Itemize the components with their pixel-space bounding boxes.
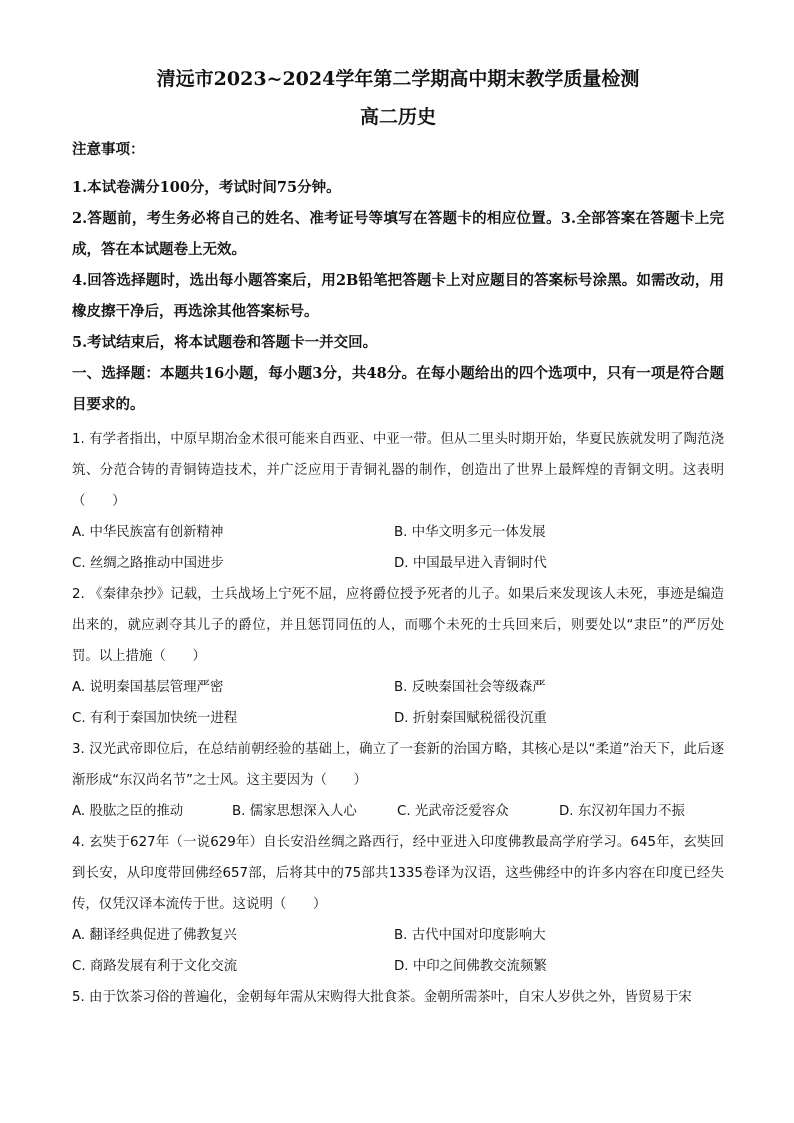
question-options <box>72 920 724 982</box>
question-1 <box>72 424 724 579</box>
question-3 <box>72 734 724 827</box>
exam-title: 清远市2023~2024学年第二学期高中期末教学质量检测 <box>156 68 640 90</box>
option-a: A. 翻译经典促进了佛教复兴 <box>72 928 237 943</box>
option-d: D. 东汉初年国力不振 <box>559 804 685 819</box>
option-c: C. 丝绸之路推动中国进步 <box>72 556 224 571</box>
section-heading: 一、选择题：本题共16小题，每小题3分，共48分。在每小题给出的四个选项中，只有一项是符合题目要求的。 <box>72 365 724 413</box>
notes-heading: 注意事项： <box>72 141 145 158</box>
option-b: B. 反映秦国社会等级森严 <box>394 680 546 695</box>
question-stem: 5. 由于饮茶习俗的普遍化，金朝每年需从宋购得大批食茶。金朝所需茶叶，自宋人岁供之外，皆贸易于宋 <box>72 990 692 1005</box>
question-stem: 3. 汉光武帝即位后，在总结前朝经验的基础上，确立了一套新的治国方略，其核心是以“柔道”治天下，此后逐渐形成“东汉尚名节”之士风。这主要因为（ ） <box>72 742 724 788</box>
note-item: 4.回答选择题时，选出每小题答案后，用2B铅笔把答题卡上对应题目的答案标号涂黑。如需改动，用橡皮擦干净后，再选涂其他答案标号。 <box>72 272 724 320</box>
question-4 <box>72 827 724 982</box>
option-d: D. 中印之间佛教交流频繁 <box>394 959 547 974</box>
option-c: C. 商路发展有利于文化交流 <box>72 959 238 974</box>
question-options <box>72 672 724 734</box>
option-b: B. 中华文明多元一体发展 <box>394 525 546 540</box>
exam-page <box>72 66 724 1013</box>
option-c: C. 光武帝泛爱容众 <box>397 804 509 819</box>
option-b: B. 儒家思想深入人心 <box>232 804 357 819</box>
notes-block <box>72 140 724 358</box>
option-a: A. 股肱之臣的推动 <box>72 804 184 819</box>
question-stem: 2. 《秦律杂抄》记载，士兵战场上宁死不屈，应将爵位授予死者的儿子。如果后来发现该人未死，事迹是编造出来的，就应剥夺其儿子的爵位，并且惩罚同伍的人，而哪个未死的士兵回来后，则要处以“隶臣”的严厉处罚。以上措施（ ） <box>72 587 724 664</box>
exam-subtitle: 高二历史 <box>359 106 436 128</box>
note-item: 2.答题前，考生务必将自己的姓名、准考证号等填写在答题卡的相应位置。3.全部答案在答题卡上完成，答在本试题卷上无效。 <box>72 210 724 258</box>
option-b: B. 古代中国对印度影响大 <box>394 928 546 943</box>
note-item: 1.本试卷满分100分，考试时间75分钟。 <box>72 179 341 196</box>
option-d: D. 中国最早进入青铜时代 <box>394 556 547 571</box>
question-options <box>72 517 724 579</box>
option-c: C. 有利于秦国加快统一进程 <box>72 711 238 726</box>
option-a: A. 中华民族富有创新精神 <box>72 525 224 540</box>
question-5 <box>72 982 724 1013</box>
option-a: A. 说明秦国基层管理严密 <box>72 680 224 695</box>
question-options <box>72 796 724 827</box>
question-stem: 4. 玄奘于627年（一说629年）自长安沿丝绸之路西行，经中亚进入印度佛教最高学府学习。645年，玄奘回到长安，从印度带回佛经657部，后将其中的75部共1335卷译为汉语，这些佛经中的许多内容在印度已经失传，仅凭汉译本流传于世。这说明（ ） <box>72 835 724 912</box>
question-2 <box>72 579 724 734</box>
question-stem: 1. 有学者指出，中原早期冶金术很可能来自西亚、中亚一带。但从二里头时期开始，华夏民族就发明了陶范浇筑、分范合铸的青铜铸造技术，并广泛应用于青铜礼器的制作，创造出了世界上最辉煌的青铜文明。这表明（ ） <box>72 432 724 509</box>
option-d: D. 折射秦国赋税徭役沉重 <box>394 711 547 726</box>
note-item: 5.考试结束后，将本试题卷和答题卡一并交回。 <box>72 334 378 351</box>
